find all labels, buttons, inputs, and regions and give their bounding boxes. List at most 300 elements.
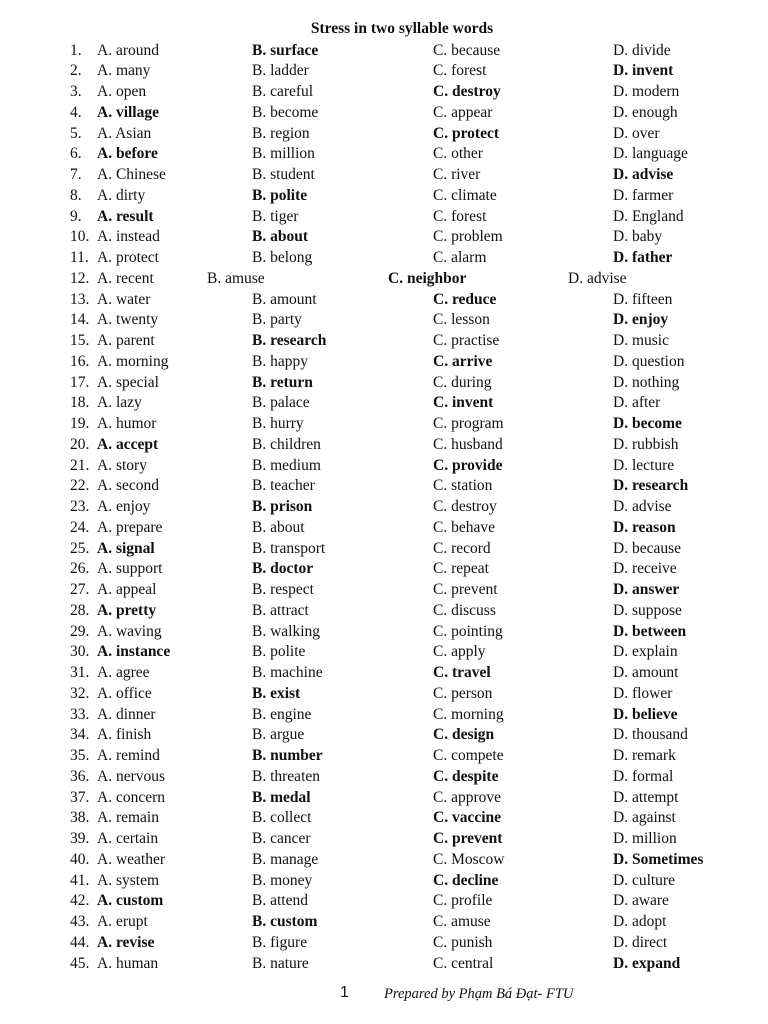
option-a: A. Chinese [97, 166, 166, 183]
option-a: A. agree [97, 664, 150, 681]
option-d [613, 517, 676, 538]
option-c: C. alarm [433, 249, 487, 266]
question-number: 21. [70, 456, 90, 474]
option-a: A. enjoy [97, 498, 151, 515]
option-d: D. direct [613, 933, 668, 951]
answer-option: D. between [613, 622, 687, 640]
option-b [252, 911, 317, 932]
answer-option: A. instance [97, 643, 171, 661]
question-number: 4. [70, 103, 82, 121]
answer-option: B. custom [252, 913, 318, 930]
option-a: A. parent [97, 332, 155, 349]
option-c: C. approve [433, 788, 502, 806]
option-a: A. protect [97, 249, 159, 266]
option-a: A. concern [97, 788, 165, 806]
option-c: C. behave [433, 518, 495, 536]
answer-option: D. Sometimes [613, 850, 704, 868]
option-d [613, 309, 668, 330]
option-c: C. pointing [433, 622, 503, 640]
option-a [97, 890, 163, 911]
question-number: 2. [70, 62, 82, 80]
footer-credit: Prepared by Phạm Bá Đạt- FTU [384, 986, 574, 1002]
option-c: C. husband [433, 435, 503, 453]
option-a: A. remind [97, 747, 160, 764]
question-row [0, 517, 768, 538]
answer-option: A. signal [97, 539, 155, 557]
question-row [0, 704, 768, 725]
option-a: A. system [97, 871, 159, 889]
answer-option: B. about [252, 228, 308, 246]
answer-option: B. prison [252, 498, 313, 515]
question-number: 33. [70, 705, 90, 723]
option-b [252, 745, 323, 766]
option-b: B. engine [252, 705, 312, 723]
option-c: C. during [433, 373, 492, 391]
answer-option: B. surface [252, 41, 319, 59]
answer-option: C. arrive [433, 352, 493, 370]
question-number: 20. [70, 435, 90, 453]
option-b [252, 372, 313, 393]
option-d: D. music [613, 332, 669, 349]
option-c: C. lesson [433, 311, 490, 329]
answer-option: B. number [252, 747, 323, 764]
option-c [433, 392, 493, 413]
question-row [0, 60, 768, 81]
option-a: A. humor [97, 415, 157, 432]
option-a: A. prepare [97, 518, 163, 536]
answer-option: C. design [433, 726, 495, 744]
option-a: A. waving [97, 622, 162, 640]
answer-option: A. village [97, 103, 159, 121]
option-a: A. instead [97, 228, 160, 246]
question-row [0, 600, 768, 621]
option-a [97, 143, 158, 164]
option-a: A. open [97, 83, 147, 100]
question-number: 38. [70, 809, 90, 827]
option-c: C. compete [433, 747, 504, 764]
option-c [433, 807, 501, 828]
option-d: D. nothing [613, 373, 680, 391]
option-d: D. adopt [613, 913, 667, 930]
option-a [97, 641, 170, 662]
option-a: A. around [97, 41, 159, 59]
option-a [97, 600, 156, 621]
question-number: 30. [70, 643, 90, 661]
option-a: A. story [97, 456, 147, 474]
option-b: B. become [252, 103, 319, 121]
answer-option: A. custom [97, 892, 164, 910]
question-row [0, 870, 768, 891]
answer-option: A. pretty [97, 601, 157, 619]
answer-option: A. accept [97, 435, 159, 453]
question-number: 34. [70, 726, 90, 744]
option-b: B. walking [252, 622, 321, 640]
option-d: D. thousand [613, 726, 688, 744]
option-d: D. suppose [613, 601, 682, 619]
option-d: D. aware [613, 892, 669, 910]
option-d: D. farmer [613, 186, 674, 204]
question-number: 28. [70, 601, 90, 619]
question-row [0, 455, 768, 476]
option-a: A. support [97, 560, 163, 578]
option-a: A. certain [97, 830, 159, 847]
option-b: B. amuse [207, 269, 265, 287]
answer-option: D. reason [613, 518, 676, 536]
option-c: C. practise [433, 332, 500, 349]
option-d: D. divide [613, 41, 671, 59]
question-row [0, 247, 768, 268]
option-d: D. million [613, 830, 677, 847]
question-number: 3. [70, 83, 82, 100]
question-row [0, 828, 768, 849]
question-row [0, 164, 768, 185]
option-a: A. special [97, 373, 159, 391]
question-number: 42. [70, 892, 90, 910]
question-row [0, 662, 768, 683]
option-b: B. attend [252, 892, 308, 910]
option-d: D. against [613, 809, 676, 827]
option-d [613, 164, 673, 185]
option-d: D. England [613, 207, 684, 225]
answer-option: D. answer [613, 581, 680, 598]
answer-option: A. result [97, 207, 154, 225]
answer-option: C. neighbor [388, 269, 467, 287]
question-row [0, 641, 768, 662]
option-b: B. argue [252, 726, 305, 744]
option-a: A. Asian [97, 124, 152, 142]
option-a: A. human [97, 954, 159, 972]
question-number: 23. [70, 498, 90, 515]
option-b: B. nature [252, 954, 309, 972]
option-c: C. prevent [433, 581, 498, 598]
option-a: A. lazy [97, 394, 142, 412]
option-d [613, 413, 682, 434]
question-row [0, 123, 768, 144]
question-row [0, 953, 768, 974]
option-b: B. polite [252, 643, 306, 661]
answer-option: C. invent [433, 394, 494, 412]
option-c [433, 81, 501, 102]
question-number: 19. [70, 415, 90, 432]
question-row [0, 413, 768, 434]
option-b: B. children [252, 435, 321, 453]
option-a: A. weather [97, 850, 165, 868]
option-c: C. other [433, 145, 483, 163]
answer-option: C. despite [433, 767, 499, 785]
answer-option: D. enjoy [613, 311, 669, 329]
option-d: D. rubbish [613, 435, 679, 453]
option-b: B. hurry [252, 415, 304, 432]
answer-option: D. believe [613, 705, 678, 723]
option-d [613, 579, 679, 600]
option-c: C. profile [433, 892, 493, 910]
option-d: D. receive [613, 560, 677, 578]
question-number: 41. [70, 871, 90, 889]
option-b: B. attract [252, 601, 309, 619]
option-d: D. language [613, 145, 688, 163]
answer-option: D. advise [613, 166, 674, 183]
option-c [433, 123, 499, 144]
option-d [613, 953, 680, 974]
option-c: C. destroy [433, 498, 497, 515]
question-number: 5. [70, 124, 82, 142]
option-a: A. office [97, 684, 152, 702]
answer-option: D. invent [613, 62, 674, 80]
option-d [613, 704, 678, 725]
option-b [252, 185, 307, 206]
question-number: 43. [70, 913, 90, 930]
question-row [0, 621, 768, 642]
question-row [0, 745, 768, 766]
question-number: 8. [70, 186, 82, 204]
option-c: C. climate [433, 186, 497, 204]
question-row [0, 932, 768, 953]
option-d [613, 60, 673, 81]
option-b: B. student [252, 166, 315, 183]
option-d: D. advise [568, 269, 627, 287]
answer-option: C. provide [433, 456, 503, 474]
option-a: A. dinner [97, 705, 156, 723]
option-c: C. amuse [433, 913, 491, 930]
option-a [97, 434, 158, 455]
option-d: D. flower [613, 684, 673, 702]
page-number: 1 [340, 984, 349, 1001]
option-d: D. enough [613, 103, 678, 121]
option-a: A. dirty [97, 186, 146, 204]
option-b: B. happy [252, 352, 308, 370]
option-d: D. culture [613, 871, 675, 889]
option-c [433, 289, 496, 310]
option-d: D. question [613, 352, 685, 370]
option-b: B. medium [252, 456, 321, 474]
option-b: B. ladder [252, 62, 309, 80]
option-d [613, 621, 686, 642]
option-d: D. fifteen [613, 290, 673, 308]
option-a: A. many [97, 62, 151, 80]
option-a: A. nervous [97, 767, 166, 785]
question-row [0, 102, 768, 123]
question-number: 29. [70, 622, 90, 640]
option-a [97, 932, 154, 953]
question-number: 26. [70, 560, 90, 578]
answer-option: B. return [252, 373, 313, 391]
question-number: 12. [70, 269, 90, 287]
question-row [0, 206, 768, 227]
option-b: B. amount [252, 290, 317, 308]
option-a: A. appeal [97, 581, 157, 598]
option-b: B. palace [252, 394, 310, 412]
option-b: B. figure [252, 933, 308, 951]
option-b: B. respect [252, 581, 314, 598]
option-a: A. remain [97, 809, 159, 827]
question-row [0, 81, 768, 102]
option-b: B. transport [252, 539, 326, 557]
question-row [0, 724, 768, 745]
question-row [0, 372, 768, 393]
option-d: D. modern [613, 83, 680, 100]
option-d: D. lecture [613, 456, 675, 474]
question-number: 6. [70, 145, 82, 163]
option-b: B. manage [252, 850, 319, 868]
option-b [252, 330, 326, 351]
option-c: C. because [433, 41, 501, 59]
option-c: C. Moscow [433, 850, 505, 868]
option-d: D. amount [613, 664, 679, 681]
answer-option: C. decline [433, 871, 499, 889]
option-d: D. advise [613, 498, 672, 515]
option-c [433, 351, 492, 372]
option-a [97, 102, 159, 123]
option-c: C. forest [433, 62, 487, 80]
option-c: C. morning [433, 705, 504, 723]
question-row [0, 579, 768, 600]
option-b: B. collect [252, 809, 312, 827]
question-row [0, 351, 768, 372]
question-row [0, 475, 768, 496]
answer-option: D. expand [613, 954, 681, 972]
option-c [433, 870, 498, 891]
option-b [252, 787, 311, 808]
option-c [433, 662, 491, 683]
option-c: C. repeat [433, 560, 489, 578]
question-row [0, 849, 768, 870]
option-a: A. second [97, 477, 159, 495]
question-number: 13. [70, 290, 90, 308]
question-row [0, 558, 768, 579]
option-b [252, 558, 313, 579]
answer-option: C. reduce [433, 290, 497, 308]
option-a: A. recent [97, 269, 154, 287]
option-c: C. problem [433, 228, 503, 246]
option-b: B. machine [252, 664, 323, 681]
option-b: B. about [252, 518, 305, 536]
option-a: A. twenty [97, 311, 159, 329]
option-a: A. water [97, 290, 151, 308]
option-b: B. region [252, 124, 310, 142]
answer-option: C. protect [433, 124, 499, 142]
option-a: A. finish [97, 726, 152, 744]
answer-option: B. polite [252, 186, 308, 204]
option-b: B. threaten [252, 767, 321, 785]
answer-option: B. exist [252, 684, 301, 702]
option-c [388, 268, 466, 289]
question-number: 44. [70, 933, 90, 951]
answer-option: C. vaccine [433, 809, 502, 827]
option-d: D. formal [613, 767, 674, 785]
question-row [0, 268, 768, 289]
option-d: D. baby [613, 228, 663, 246]
option-c: C. discuss [433, 601, 496, 619]
option-b: B. tiger [252, 207, 299, 225]
option-c: C. station [433, 477, 493, 495]
option-d [613, 247, 672, 268]
question-row [0, 40, 768, 61]
option-d: D. explain [613, 643, 678, 661]
option-c: C. forest [433, 207, 487, 225]
option-c: C. central [433, 954, 494, 972]
option-b: B. party [252, 311, 302, 329]
question-number: 45. [70, 954, 90, 972]
option-d [613, 849, 703, 870]
option-c [433, 828, 502, 849]
question-number: 22. [70, 477, 90, 495]
question-number: 9. [70, 207, 82, 225]
question-number: 7. [70, 166, 82, 183]
question-row [0, 289, 768, 310]
answer-option: B. doctor [252, 560, 314, 578]
question-number: 11. [70, 249, 89, 266]
question-number: 18. [70, 394, 90, 412]
option-a [97, 538, 155, 559]
answer-option: D. become [613, 415, 682, 432]
option-b: B. teacher [252, 477, 315, 495]
question-row [0, 787, 768, 808]
question-row [0, 496, 768, 517]
question-row [0, 911, 768, 932]
option-d: D. after [613, 394, 661, 412]
question-row [0, 434, 768, 455]
option-d: D. over [613, 124, 660, 142]
question-number: 31. [70, 664, 90, 681]
question-number: 24. [70, 518, 90, 536]
answer-option: B. medal [252, 788, 311, 806]
option-b: B. belong [252, 249, 313, 266]
option-c [433, 766, 498, 787]
question-row [0, 890, 768, 911]
option-c: C. program [433, 415, 504, 432]
option-c: C. apply [433, 643, 486, 661]
document-title: Stress in two syllable words [310, 20, 494, 37]
answer-option: C. travel [433, 664, 491, 681]
answer-option: B. research [252, 332, 327, 349]
option-c: C. punish [433, 933, 493, 951]
option-d: D. remark [613, 747, 676, 764]
option-b: B. cancer [252, 830, 311, 847]
question-row [0, 392, 768, 413]
answer-option: D. father [613, 249, 673, 266]
question-number: 37. [70, 788, 90, 806]
question-number: 36. [70, 767, 90, 785]
option-b: B. careful [252, 83, 314, 100]
question-number: 14. [70, 311, 90, 329]
option-c: C. record [433, 539, 491, 557]
answer-option: A. before [97, 145, 158, 163]
question-row [0, 309, 768, 330]
option-a [97, 206, 154, 227]
option-a: A. morning [97, 352, 169, 370]
question-number: 35. [70, 747, 90, 764]
answer-option: D. research [613, 477, 689, 495]
question-number: 40. [70, 850, 90, 868]
option-c: C. appear [433, 103, 493, 121]
option-a: A. erupt [97, 913, 148, 930]
question-number: 17. [70, 373, 90, 391]
question-number: 16. [70, 352, 90, 370]
question-row [0, 185, 768, 206]
option-b [252, 496, 312, 517]
option-c: C. river [433, 166, 481, 183]
question-number: 25. [70, 539, 90, 557]
question-number: 27. [70, 581, 90, 598]
option-b [252, 226, 308, 247]
option-c [433, 455, 502, 476]
question-row [0, 330, 768, 351]
question-number: 1. [70, 41, 82, 59]
question-number: 32. [70, 684, 90, 702]
question-row [0, 143, 768, 164]
question-number: 15. [70, 332, 90, 349]
option-d: D. attempt [613, 788, 679, 806]
